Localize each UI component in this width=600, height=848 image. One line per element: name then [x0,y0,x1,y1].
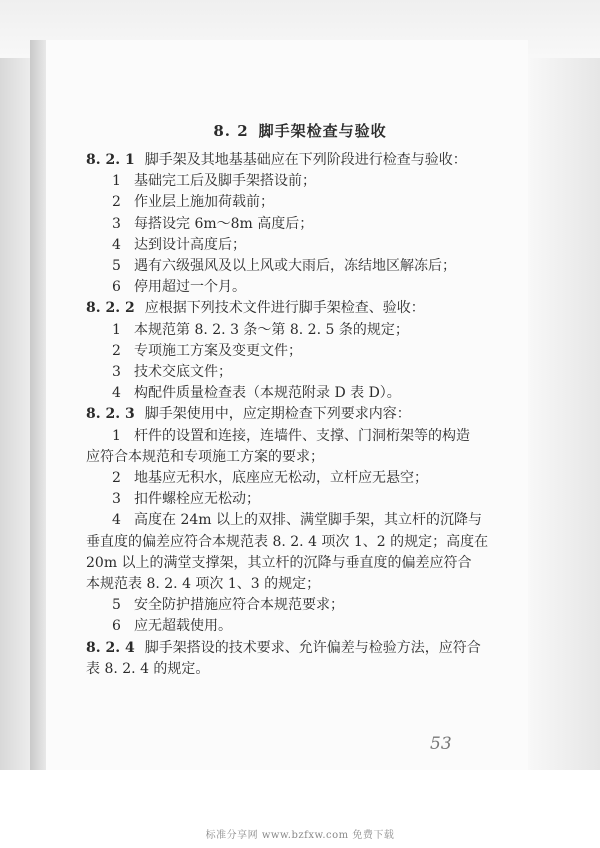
list-item-line [112,256,456,276]
clause-number: 8. 2. 3 [86,406,135,423]
item-text: 安全防护措施应符合本规范要求； [134,597,344,614]
item-text: 遇有六级强风及以上风或大雨后，冻结地区解冻后； [134,258,456,274]
list-item-line [112,468,428,488]
clause-heading-line [86,404,411,424]
watermark-footer: 标准分享网 www.bzfxw.com 免费下载 [205,830,395,841]
item-number: 4 [112,236,121,253]
continuation-text: 垂直度的偏差应符合本规范表 8. 2. 4 项次 1、2 的规定；高度在 [86,533,489,550]
item-text: 技术交底文件； [134,364,232,380]
clause-text: 应根据下列技术文件进行脚手架检查、验收： [144,300,425,317]
list-item-line [112,426,470,446]
list-item-line [112,510,482,530]
list-item-line [112,235,246,255]
item-text: 达到设计高度后； [134,236,246,253]
item-text: 专项施工方案及变更文件； [134,342,302,359]
continuation-text: 表 8. 2. 4 的规定。 [86,660,210,677]
item-number: 3 [112,215,121,232]
list-item-line [112,341,302,361]
list-item-line [112,320,409,340]
clause-number: 8. 2. 2 [86,300,135,317]
item-number: 6 [112,279,121,296]
item-number: 1 [112,427,121,444]
item-number: 2 [112,470,121,486]
item-text: 应无超载使用。 [134,618,232,635]
item-number: 2 [112,342,121,359]
section-heading: 脚手架检查与验收 [258,122,387,140]
item-text: 构配件质量检查表（本规范附录 D 表 D）。 [134,385,401,402]
continuation-text: 20m 以上的满堂支撑架，其立杆的沉降与垂直度的偏差应符合 [86,554,472,571]
list-item-line [112,192,274,212]
list-item-line [112,362,232,382]
item-text: 高度在 24m 以上的双排、满堂脚手架，其立杆的沉降与 [134,512,482,529]
continuation-line [86,659,209,679]
item-text: 地基应无积水，底座应无松动，立杆应无悬空； [134,470,428,486]
clause-number: 8. 2. 4 [86,639,135,656]
item-number: 6 [112,618,121,635]
list-item-line [112,214,313,234]
item-number: 3 [112,364,121,380]
continuation-text: 应符合本规范和专项施工方案的要求； [86,448,324,465]
list-item-line [112,595,344,615]
item-text: 停用超过一个月。 [134,279,246,296]
item-number: 5 [112,258,121,274]
clause-text: 脚手架及其地基基础应在下列阶段进行检查与验收： [144,152,467,168]
clause-heading-line [86,298,425,318]
clause-text: 脚手架搭设的技术要求、允许偏差与检验方法，应符合 [144,639,481,656]
section-title [0,120,600,141]
item-text: 每搭设完 6m～8m 高度后； [134,215,314,232]
item-text: 作业层上施加荷载前； [134,194,274,211]
continuation-line [86,574,320,594]
page-number: 53 [430,734,452,754]
item-text: 基础完工后及脚手架搭设前； [134,173,316,190]
continuation-line [86,532,488,552]
item-number: 3 [112,491,121,508]
clause-text: 脚手架使用中，应定期检查下列要求内容： [144,406,411,423]
list-item-line [112,616,232,636]
item-text: 杆件的设置和连接，连墙件、支撑、门洞桁架等的构造 [134,427,470,444]
continuation-line [86,553,472,573]
clause-number: 8. 2. 1 [86,152,135,168]
item-number: 5 [112,597,121,614]
continuation-line [86,447,324,467]
continuation-text: 本规范表 8. 2. 4 项次 1、3 的规定； [86,576,321,592]
clause-heading-line [86,150,467,170]
item-number: 4 [112,512,121,529]
section-number: 8. 2 [213,122,249,140]
list-item-line [112,383,401,403]
list-item-line [112,489,260,509]
item-number: 2 [112,194,121,211]
list-item-line [112,277,246,297]
item-text: 本规范第 8. 2. 3 条～第 8. 2. 5 条的规定； [134,321,409,338]
item-number: 4 [112,385,121,402]
item-text: 扣件螺栓应无松动； [134,491,260,508]
item-number: 1 [112,321,121,338]
item-number: 1 [112,173,121,190]
clause-heading-line [86,638,481,658]
list-item-line [112,171,316,191]
